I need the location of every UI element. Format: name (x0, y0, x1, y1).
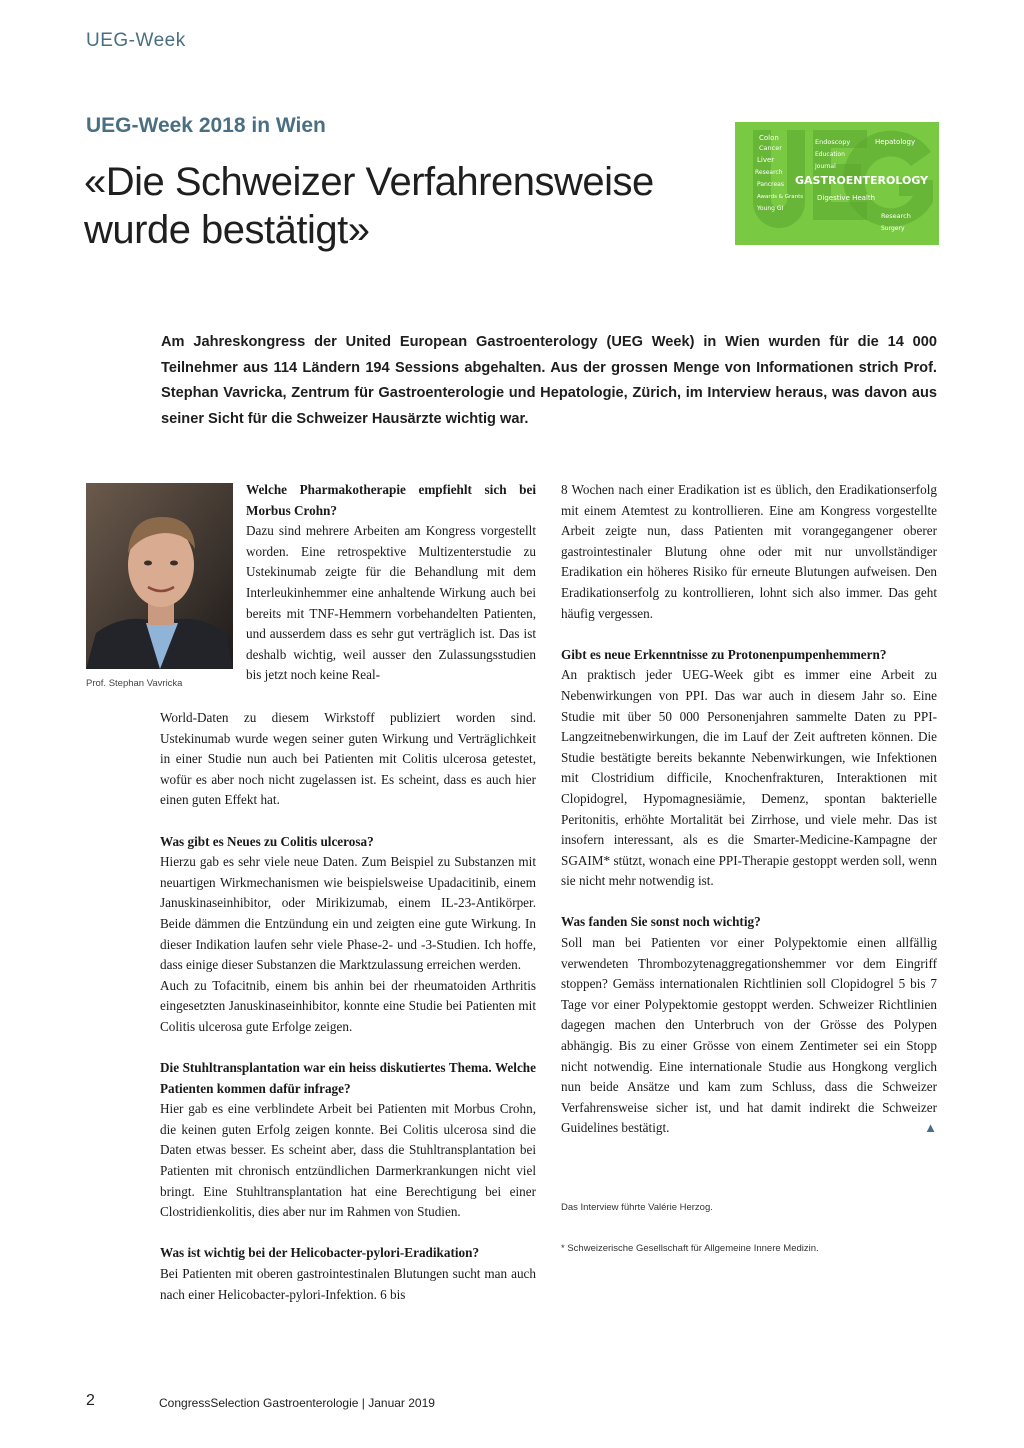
logo-word: GASTROENTEROLOGY (795, 174, 929, 187)
interview-answer: World-Daten zu diesem Wirkstoff publiziert worden sind. Ustekinumab wurde wegen seiner guten Wirkung und Verträglichkeit in einer Studie nun auch bei Patienten mit Colitis ulcerosa getestet, wofür es aber noch nicht zugelassen ist. Es scheint, dass es auch hier einen guten Effekt hat. (160, 710, 536, 808)
logo-word: Journal (815, 163, 836, 170)
interview-answer: Hierzu gab es sehr viele neue Daten. Zum Beispiel zu Substanzen mit neuartigen Wirkmechanismen wie beispielsweise Upadacitinib, einem Januskinaseinhibitor, oder Mirikizumab, einem IL-23-Antikörper. Beide dämmen die Entzündung ein und zeigten eine gute Wirkung. In dieser Indikation laufen sehr viele Phase-2- und -3-Studien. Ich hoffe, dass einige dieser Substanzen die Marktzulassung erreichen werden. (160, 854, 536, 973)
interview-answer: Dazu sind mehrere Arbeiten am Kongress vorgestellt worden. Eine retrospektive Multizenterstudie zu Ustekinumab zeigte für die Behandlung mit dem Interleukinhemmer eine anhaltende Wirkung auch bei bereits mit TNF-Hemmern vorbehandelten Patienten, und ausserdem dass es sehr gut verträglich ist. Das ist deshalb wichtig, weil ausser den Zulassungsstudien bis jetzt noch keine Real- (246, 523, 536, 683)
interview-credit: Das Interview führte Valérie Herzog. (561, 1202, 713, 1213)
column-left-bottom (160, 708, 536, 1305)
logo-word: Young GI (757, 205, 784, 212)
footnote: * Schweizerische Gesellschaft für Allgemeine Innere Medizin. (561, 1243, 819, 1254)
section-label: UEG-Week (86, 30, 186, 51)
interview-question: Welche Pharmakotherapie empfiehlt sich bei Morbus Crohn? (246, 482, 536, 518)
logo-word: Digestive Health (817, 194, 876, 202)
interview-question: Was fanden Sie sonst noch wichtig? (561, 914, 761, 930)
interview-answer: Bei Patienten mit oberen gastrointestinalen Blutungen sucht man auch nach einer Helicobacter-pylori-Infektion. 6 bis (160, 1266, 536, 1302)
logo-word: Pancreas (757, 181, 784, 188)
interview-answer: Auch zu Tofacitnib, einem bis anhin bei der rheumatoiden Arthritis eingesetzten Januskinaseinhibitor, konnte eine Studie bei Patienten mit Colitis ulcerosa gute Erfolge zeigen. (160, 977, 536, 1034)
interview-answer (561, 933, 937, 1139)
interview-answer: Hier gab es eine verblindete Arbeit bei Patienten mit Morbus Crohn, die keinen guten Erfolg zeigen konnte. Bei Colitis ulcerosa sind die Daten etwas besser. Es scheint aber, dass die Stuhltransplantation bei Patienten mit chronisch entzündlichen Darmerkrankungen nicht viel bringt. Eine Stuhltransplantation hat eine Berechtigung bei einer Clostridienkolitis, dies aber nur im Rahmen von Studien. (160, 1101, 536, 1220)
portrait-photo (86, 483, 233, 669)
logo-word: Surgery (881, 225, 905, 232)
interview-question: Was gibt es Neues zu Colitis ulcerosa? (160, 833, 374, 849)
logo-word: Research (881, 212, 911, 220)
article-headline: «Die Schweizer Verfahrensweise wurde bestätigt» (84, 160, 654, 252)
publication-footer: CongressSelection Gastroenterologie | Januar 2019 (159, 1396, 435, 1410)
logo-word: Colon (759, 134, 779, 142)
article-kicker: UEG-Week 2018 in Wien (86, 114, 326, 137)
interview-question: Die Stuhltransplantation war ein heiss diskutiertes Thema. Welche Patienten kommen dafür infrage? (160, 1060, 536, 1096)
logo-word: Endoscopy (815, 138, 851, 146)
interview-question: Gibt es neue Erkenntnisse zu Protonenpumpenhemmern? (561, 646, 887, 662)
logo-word: Hepatology (875, 138, 916, 146)
answer-text: Soll man bei Patienten vor einer Polypektomie einen allfällig verwendeten Thrombozytenaggregationshemmer vor dem Eingriff stoppen? Gemäss internationalen Richtlinien soll Clopidogrel 5 bis 7 Tage vor einer Polypektomie gestoppt werden. Schweizer Richtlinien dagegen machen den Unterbruch von der Grösse des Polypen abhängig. Bis zu einer Grösse von einem Zentimeter sei ein Stopp nicht notwendig. Eine internationale Studie aus Hongkong verglich nun beide Ansätze und kam zum Schluss, dass die Schweizer Verfahrensweise sicher ist, und hat damit indirekt die Schweizer Guidelines bestätigt. (561, 935, 937, 1136)
column-left-top (246, 480, 536, 686)
article-lead: Am Jahreskongress der United European Gastroenterology (UEG Week) in Wien wurden für die 14 000 Teilnehmer aus 114 Ländern 194 Sessions abgehalten. Aus der grossen Menge von Informationen strich Prof. Stephan Vavricka, Zentrum für Gastroenterologie und Hepatologie, Zürich, im Interview heraus, was davon aus seiner Sicht für die Schweizer Hausärzte wichtig war. (161, 334, 937, 427)
portrait-caption: Prof. Stephan Vavricka (86, 678, 183, 689)
logo-word: Cancer (759, 144, 782, 152)
logo-word: Education (815, 151, 845, 158)
logo-word: Awards & Grants (757, 194, 804, 200)
ueg-wordcloud-logo (735, 122, 939, 245)
interview-answer: 8 Wochen nach einer Eradikation ist es üblich, den Eradikationserfolg mit einem Atemtest zu kontrollieren. Eine am Kongress vorgestellte Arbeit zeigte nun, dass Patienten mit vorangegangener oberer gastrointestinaler Blutung ohne oder mit nur unvollständiger Eradikation ein höheres Risiko für erneute Blutungen aufweisen. Den Eradikationserfolg zu kontrollieren, lohnt sich also immer. Das geht häufig vergessen. (561, 482, 937, 621)
logo-word: Research (755, 169, 783, 176)
end-of-article-icon: ▲ (924, 1120, 937, 1136)
interview-question: Was ist wichtig bei der Helicobacter-pylori-Eradikation? (160, 1245, 480, 1261)
interview-answer: An praktisch jeder UEG-Week gibt es immer eine Arbeit zu Nebenwirkungen von PPI. Das war auch in diesem Jahr so. Eine Studie mit über 50 000 Personenjahren sammelte Daten zu PPI-Langzeitnebenwirkungen, die im Lauf der Zeit auftreten können. Die Studie bestätigte bereits bekannte Nebenwirkungen, wie Infektionen mit Clostridium difficile, Knochenfrakturen, Interaktionen mit Clopidogrel, Hypomagnesiämie, Demenz, spontan bakterielle Peritonitis, erhöhte Mortalität bei Zirrhose, und viele mehr. Das ist insofern interessant, als es die Smarter-Medicine-Kampagne der SGAIM* stützt, wonach eine PPI-Therapie gestoppt werden soll, wenn sie nicht mehr notwendig ist. (561, 667, 937, 889)
column-right (561, 480, 937, 1139)
logo-word: Liver (757, 156, 775, 164)
page-number: 2 (86, 1392, 95, 1409)
